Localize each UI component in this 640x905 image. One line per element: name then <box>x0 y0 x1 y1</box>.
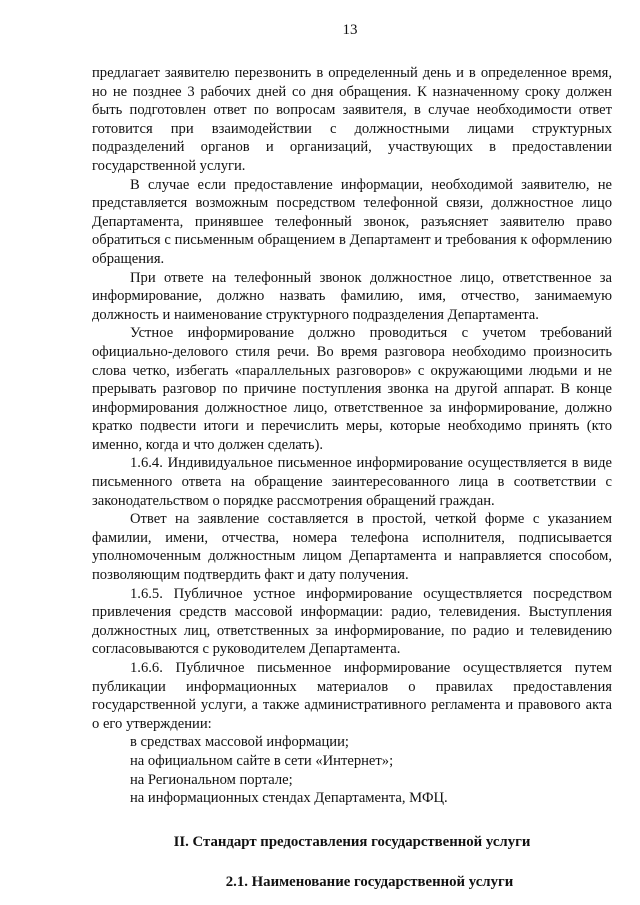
list-item: на Региональном портале; <box>130 771 293 788</box>
publication-list <box>92 733 612 807</box>
list-item: на информационных стендах Департамента, МФЦ. <box>130 790 448 807</box>
paragraph-phone-answer: При ответе на телефонный звонок должностное лицо, ответственное за информирование, должно назвать фамилию, имя, отчество, занимаемую должность и наименование структурного подразделения Департамента. <box>92 269 612 323</box>
paragraph-oral-informing: Устное информирование должно проводиться с учетом требований официально-делового стиля речи. Во время разговора необходимо произносить слова четко, избегать «параллельных разговоров» с окружающими людьми и не прерывать разговор по причине поступления звонка на другой аппарат. В конце информирования должностное лицо, ответственное за информирование, должно кратко подвести итоги и перечислить меры, которые необходимо принять (кто именно, когда и что должен сделать). <box>92 325 612 453</box>
list-item: на официальном сайте в сети «Интернет»; <box>130 752 394 769</box>
list-item: в средствах массовой информации; <box>130 734 349 751</box>
document-body <box>92 64 612 892</box>
paragraph-written-response: Ответ на заявление составляется в простой, четкой форме с указанием фамилии, имени, отчества, номера телефона исполнителя, подписывается уполномоченным должностным лицом Департамента и направляется способом, позволяющим подтвердить факт и дату получения. <box>92 511 612 584</box>
paragraph-continuation: предлагает заявителю перезвонить в определенный день и в определенное время, но не позднее 3 рабочих дней со дня обращения. К назначенному сроку должен быть подготовлен ответ по вопросам заявителя, в случае необходимости ответ готовится при взаимодействии с должностными лицами структурных подразделений органов и организаций, участвующих в предоставлении государственной услуги. <box>92 65 612 174</box>
section-heading: II. Стандарт предоставления государственной услуги <box>173 833 531 850</box>
paragraph-1-6-4: 1.6.4. Индивидуальное письменное информирование осуществляется в виде письменного ответа на обращение заинтересованного лица в соответствии с законодательством о порядке рассмотрения обращений граждан. <box>92 455 612 509</box>
paragraph-1-6-5: 1.6.5. Публичное устное информирование осуществляется посредством привлечения средств массовой информации: радио, телевидения. Выступления должностных лиц, ответственных за информирование, по радио и телевидению согласовываются с руководителем Департамента. <box>92 585 612 658</box>
page-number: 13 <box>342 22 358 38</box>
paragraph-phone-limitation: В случае если предоставление информации, необходимой заявителю, не представляется возможным посредством телефонной связи, должностное лицо Департамента, принявшее телефонный звонок, разъясняет заявителю право обратиться с письменным обращением в Департамент и требования к оформлению обращения. <box>92 176 612 267</box>
subsection-heading: 2.1. Наименование государственной услуги <box>225 874 514 891</box>
paragraph-1-6-6: 1.6.6. Публичное письменное информирование осуществляется путем публикации информационных материалов о правилах предоставления государственной услуги, а также административного регламента и правового акта о его утверждении: <box>92 660 612 732</box>
